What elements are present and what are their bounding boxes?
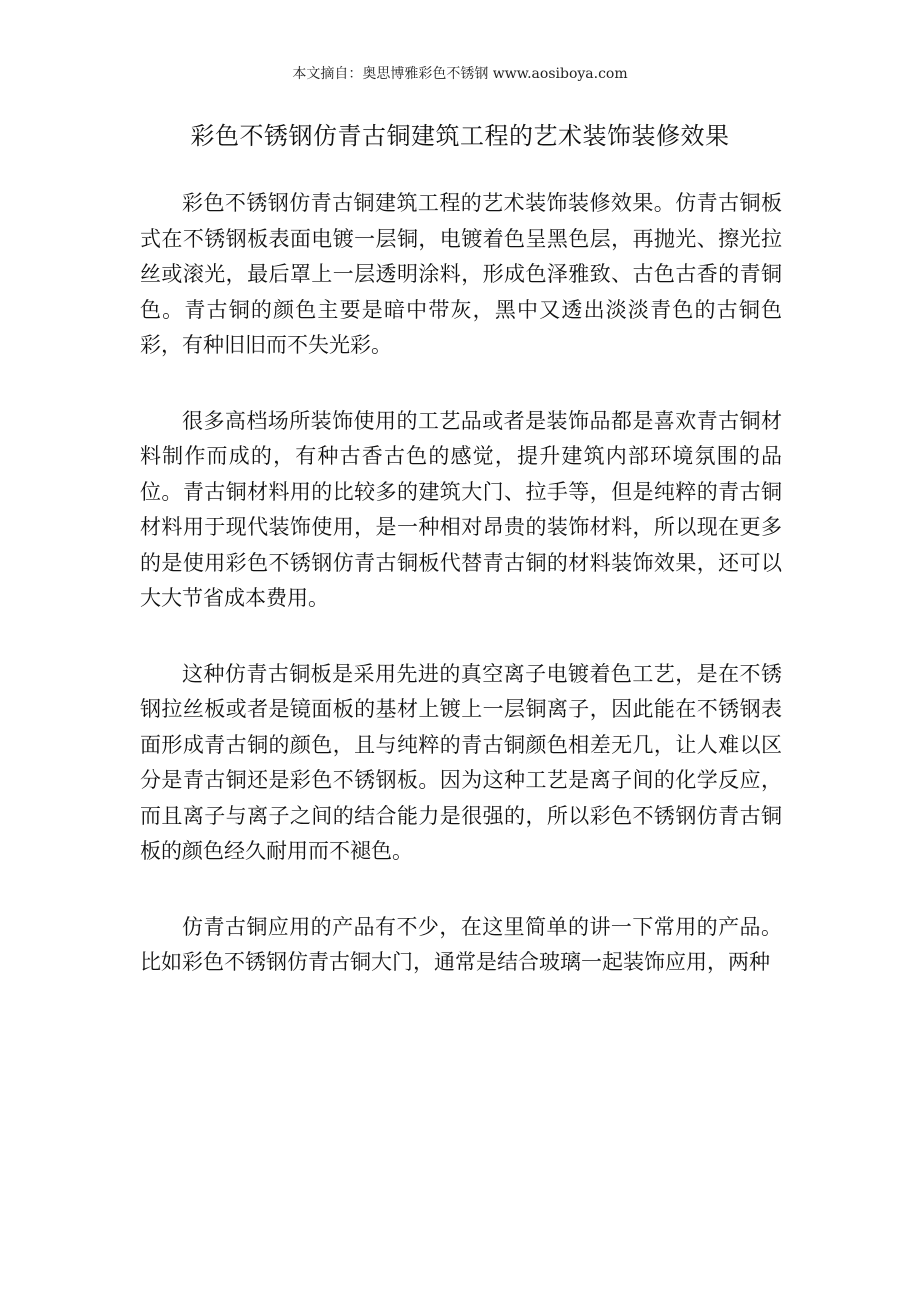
document-body: [140, 186, 782, 1021]
paragraph-4: 仿青古铜应用的产品有不少，在这里简单的讲一下常用的产品。比如彩色不锈钢仿青古铜大门，通常是结合玻璃一起装饰应用，两种: [140, 914, 782, 974]
source-header: 本文摘自：奥思博雅彩色不锈钢 www.aosiboya.com: [292, 66, 628, 82]
paragraph-2: 很多高档场所装饰使用的工艺品或者是装饰品都是喜欢青古铜材料制作而成的，有种古香古色的感觉，提升建筑内部环境氛围的品位。青古铜材料用的比较多的建筑大门、拉手等，但是纯粹的青古铜材料用于现代装饰使用，是一种相对昂贵的装饰材料，所以现在更多的是使用彩色不锈钢仿青古铜板代替青古铜的材料装饰效果，还可以大大节省成本费用。: [140, 408, 782, 610]
paragraph-3: 这种仿青古铜板是采用先进的真空离子电镀着色工艺，是在不锈钢拉丝板或者是镜面板的基材上镀上一层铜离子，因此能在不锈钢表面形成青古铜的颜色，且与纯粹的青古铜颜色相差无几，让人难以区分是青古铜还是彩色不锈钢板。因为这种工艺是离子间的化学反应，而且离子与离子之间的结合能力是很强的，所以彩色不锈钢仿青古铜板的颜色经久耐用而不褪色。: [140, 661, 782, 863]
paragraph-1: 彩色不锈钢仿青古铜建筑工程的艺术装饰装修效果。仿青古铜板式在不锈钢板表面电镀一层铜，电镀着色呈黑色层，再抛光、擦光拉丝或滚光，最后罩上一层透明涂料，形成色泽雅致、古色古香的青铜色。青古铜的颜色主要是暗中带灰，黑中又透出淡淡青色的古铜色彩，有种旧旧而不失光彩。: [140, 191, 782, 357]
document-title: 彩色不锈钢仿青古铜建筑工程的艺术装饰装修效果: [190, 122, 730, 150]
